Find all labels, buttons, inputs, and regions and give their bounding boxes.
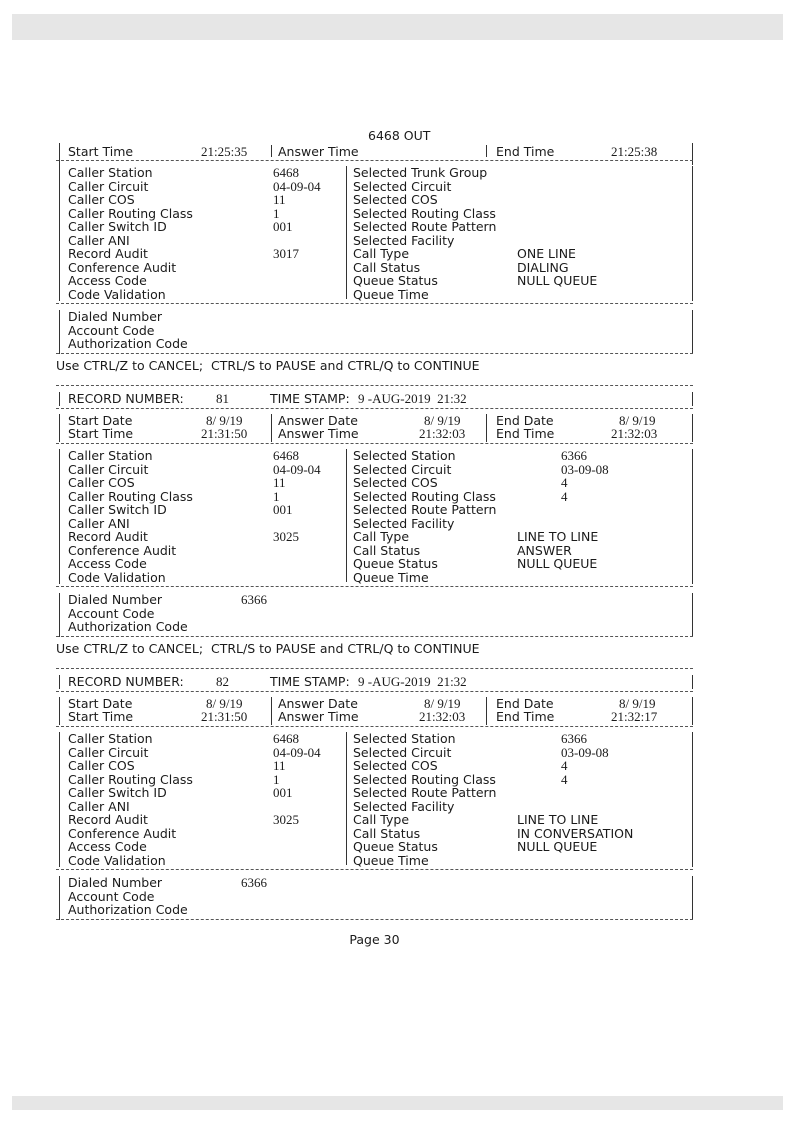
- block0-caller-label: Access Code: [68, 273, 147, 288]
- record-82-selected-label: Selected Facility: [353, 798, 455, 814]
- block0-rule: [56, 160, 693, 161]
- record-82-dialed-label: Dialed Number: [68, 875, 163, 890]
- record-82-rule: [56, 919, 693, 920]
- block0-selected-label: Selected Route Pattern: [353, 219, 497, 234]
- top-scan-band: [12, 14, 783, 40]
- block0-answer-time-label: Answer Time: [278, 144, 359, 159]
- record-81-mid-separator: [346, 449, 347, 582]
- right-border: [692, 143, 693, 165]
- left-border: [59, 732, 60, 867]
- block0-selected-label: Queue Time: [353, 286, 429, 302]
- record-81-selected-label: Queue Status: [353, 556, 438, 571]
- record-82-auth-label: Authorization Code: [68, 902, 188, 917]
- record-82-selected-label: Selected Circuit: [353, 744, 452, 760]
- record-81-start-time-label: Start Time: [68, 426, 134, 441]
- record-81-answer-date: 8/ 9/19: [424, 412, 461, 428]
- record-82-start-date: 8/ 9/19: [206, 695, 243, 711]
- record-82-caller-label: Conference Audit: [68, 825, 177, 841]
- record-82-caller-value: 1: [273, 771, 280, 787]
- record-81-caller-label: Record Audit: [68, 529, 148, 544]
- block0-selected-label: Selected Facility: [353, 232, 455, 248]
- record-82-selected-value: 4: [561, 758, 568, 773]
- record-82-end-date-label: End Date: [496, 695, 554, 711]
- block0-selected-label: Queue Status: [353, 273, 438, 288]
- record-81-selected-label: Queue Time: [353, 569, 429, 585]
- record-82-start-time-label: Start Time: [68, 709, 134, 724]
- block0-caller-label: Code Validation: [68, 286, 166, 302]
- record-81-rule: [56, 636, 693, 637]
- right-border: [692, 392, 693, 406]
- record-81-caller-value: 3025: [273, 529, 299, 544]
- block0-caller-label: Caller Switch ID: [68, 219, 167, 234]
- block0-account-label: Account Code: [68, 322, 155, 338]
- record-82-record-label: RECORD NUMBER:: [68, 673, 184, 689]
- col-separator: [271, 414, 272, 442]
- left-border: [59, 414, 60, 442]
- record-81-selected-value: 6366: [561, 448, 587, 463]
- record-81-answer-time: 21:32:03: [419, 426, 466, 441]
- record-82-selected-value: 4: [561, 771, 568, 787]
- record-82-end-time: 21:32:17: [611, 709, 658, 724]
- col-separator: [486, 145, 487, 157]
- left-border: [59, 675, 60, 689]
- record-82-selected-label: Selected Route Pattern: [353, 785, 497, 800]
- block0-selected-label: Call Type: [353, 246, 410, 261]
- record-82-end-date: 8/ 9/19: [619, 695, 656, 711]
- record-82-selected-label: Queue Time: [353, 852, 429, 868]
- left-border: [59, 697, 60, 725]
- record-81-end-time: 21:32:03: [611, 426, 658, 441]
- record-82-caller-value: 04-09-04: [273, 744, 321, 760]
- block0-caller-label: Caller ANI: [68, 232, 130, 248]
- record-82-record-number: 82: [216, 673, 229, 689]
- col-separator: [486, 414, 487, 442]
- record-82-selected-label: Call Status: [353, 825, 421, 841]
- record-81-end-time-label: End Time: [496, 426, 555, 441]
- record-82-rule: [56, 668, 693, 669]
- left-border: [59, 166, 60, 301]
- record-82-caller-label: Caller COS: [68, 758, 135, 773]
- record-82-selected-label: Queue Status: [353, 839, 438, 854]
- record-82-caller-value: 3025: [273, 812, 299, 827]
- left-border: [59, 449, 60, 584]
- record-82-caller-label: Caller ANI: [68, 798, 130, 814]
- record-81-caller-label: Caller Routing Class: [68, 488, 193, 504]
- record-81-answer-date-label: Answer Date: [278, 412, 358, 428]
- record-81-selected-value: LINE TO LINE: [517, 529, 599, 544]
- record-82-answer-date-label: Answer Date: [278, 695, 358, 711]
- record-81-start-time: 21:31:50: [201, 426, 248, 441]
- right-border: [692, 414, 693, 442]
- left-border: [59, 876, 60, 920]
- record-81-answer-time-label: Answer Time: [278, 426, 359, 441]
- block0-caller-value: 11: [273, 192, 286, 207]
- left-border: [59, 392, 60, 406]
- record-81-rule: [56, 408, 693, 409]
- record-81-end-date: 8/ 9/19: [619, 412, 656, 428]
- right-border: [692, 166, 693, 301]
- record-81-selected-label: Selected Station: [353, 448, 456, 463]
- record-82-selected-value: 6366: [561, 731, 587, 746]
- block0-auth-label: Authorization Code: [68, 336, 188, 351]
- record-81-selected-value: NULL QUEUE: [517, 556, 598, 571]
- record-82-answer-time-label: Answer Time: [278, 709, 359, 724]
- block0-caller-label: Conference Audit: [68, 259, 177, 275]
- bottom-scan-band: [12, 1096, 783, 1110]
- block0-selected-label: Selected COS: [353, 192, 438, 207]
- block0-caller-value: 3017: [273, 246, 299, 261]
- record-82-rule: [56, 726, 693, 727]
- record-82-selected-value: 03-09-08: [561, 744, 609, 760]
- record-82-rule: [56, 691, 693, 692]
- block0-caller-value: 1: [273, 205, 280, 221]
- record-81-caller-value: 6468: [273, 448, 299, 463]
- record-81-caller-label: Caller COS: [68, 475, 135, 490]
- record-81-caller-label: Code Validation: [68, 569, 166, 585]
- record-81-account-label: Account Code: [68, 605, 155, 621]
- record-81-rule: [56, 385, 693, 386]
- block0-start-time-label: Start Time: [68, 144, 134, 159]
- record-82-caller-value: 11: [273, 758, 286, 773]
- record-82-start-time: 21:31:50: [201, 709, 248, 724]
- record-82-selected-value: NULL QUEUE: [517, 839, 598, 854]
- record-82-caller-label: Caller Station: [68, 731, 153, 746]
- record-81-start-date: 8/ 9/19: [206, 412, 243, 428]
- record-81-selected-label: Call Type: [353, 529, 410, 544]
- record-81-record-number: 81: [216, 390, 229, 406]
- record-81-timestamp-label: TIME STAMP:: [270, 390, 350, 406]
- record-81-timestamp: 9 -AUG-2019 21:32: [358, 390, 467, 406]
- block0-selected-label: Selected Circuit: [353, 178, 452, 194]
- record-82-account-label: Account Code: [68, 888, 155, 904]
- record-81-selected-label: Call Status: [353, 542, 421, 558]
- col-separator: [271, 145, 272, 157]
- record-81-selected-label: Selected COS: [353, 475, 438, 490]
- record-81-caller-label: Caller Circuit: [68, 461, 149, 477]
- right-border: [692, 697, 693, 725]
- record-81-caller-value: 1: [273, 488, 280, 504]
- record-81-rule: [56, 443, 693, 444]
- block0-selected-value: DIALING: [517, 259, 569, 275]
- block0-selected-label: Selected Routing Class: [353, 205, 496, 221]
- record-82-caller-label: Access Code: [68, 839, 147, 854]
- record-81-auth-label: Authorization Code: [68, 619, 188, 634]
- record-82-caller-label: Code Validation: [68, 852, 166, 868]
- cancel-instruction: Use CTRL/Z to CANCEL; CTRL/S to PAUSE and CTRL/Q to CONTINUE: [56, 640, 480, 656]
- block0-mid-separator: [346, 166, 347, 299]
- record-81-selected-label: Selected Route Pattern: [353, 502, 497, 517]
- record-82-selected-label: Call Type: [353, 812, 410, 827]
- record-81-selected-value: 03-09-08: [561, 461, 609, 477]
- block0-selected-value: NULL QUEUE: [517, 273, 598, 288]
- record-82-start-date-label: Start Date: [68, 695, 133, 711]
- record-82-selected-value: IN CONVERSATION: [517, 825, 634, 841]
- page-number: Page 30: [349, 931, 400, 947]
- left-border: [59, 310, 60, 354]
- record-81-end-date-label: End Date: [496, 412, 554, 428]
- record-81-selected-value: 4: [561, 475, 568, 490]
- col-separator: [271, 697, 272, 725]
- record-82-caller-value: 001: [273, 785, 293, 800]
- record-81-record-label: RECORD NUMBER:: [68, 390, 184, 406]
- record-81-selected-label: Selected Routing Class: [353, 488, 496, 504]
- block0-end-time-label: End Time: [496, 144, 555, 159]
- record-81-caller-value: 11: [273, 475, 286, 490]
- record-81-caller-label: Caller ANI: [68, 515, 130, 531]
- record-82-selected-label: Selected Station: [353, 731, 456, 746]
- block0-caller-label: Caller Routing Class: [68, 205, 193, 221]
- record-82-caller-value: 6468: [273, 731, 299, 746]
- left-border: [59, 593, 60, 637]
- block0-selected-label: Call Status: [353, 259, 421, 275]
- record-81-start-date-label: Start Date: [68, 412, 133, 428]
- record-81-caller-value: 001: [273, 502, 293, 517]
- block0-caller-value: 001: [273, 219, 293, 234]
- record-82-rule: [56, 869, 693, 870]
- block0-caller-label: Caller COS: [68, 192, 135, 207]
- right-border: [692, 310, 693, 354]
- block0-caller-value: 6468: [273, 165, 299, 180]
- right-border: [692, 732, 693, 867]
- block0-selected-label: Selected Trunk Group: [353, 165, 488, 180]
- block0-rule: [56, 353, 693, 354]
- record-81-selected-value: 4: [561, 488, 568, 504]
- record-82-timestamp: 9 -AUG-2019 21:32: [358, 673, 467, 689]
- record-81-caller-value: 04-09-04: [273, 461, 321, 477]
- block0-dialed-label: Dialed Number: [68, 309, 163, 324]
- col-separator: [486, 697, 487, 725]
- record-82-caller-label: Caller Circuit: [68, 744, 149, 760]
- block0-start-time: 21:25:35: [201, 144, 248, 159]
- record-82-caller-label: Caller Routing Class: [68, 771, 193, 787]
- record-81-caller-label: Caller Switch ID: [68, 502, 167, 517]
- record-81-dialed-label: Dialed Number: [68, 592, 163, 607]
- record-81-caller-label: Conference Audit: [68, 542, 177, 558]
- right-border: [692, 675, 693, 689]
- right-border: [692, 876, 693, 920]
- record-81-dialed-value: 6366: [241, 592, 267, 607]
- record-81-rule: [56, 586, 693, 587]
- block0-rule: [56, 303, 693, 304]
- record-82-end-time-label: End Time: [496, 709, 555, 724]
- block0-heading: 6468 OUT: [368, 128, 431, 143]
- record-82-selected-label: Selected COS: [353, 758, 438, 773]
- record-82-answer-date: 8/ 9/19: [424, 695, 461, 711]
- record-82-selected-label: Selected Routing Class: [353, 771, 496, 787]
- right-border: [692, 593, 693, 637]
- block0-caller-label: Record Audit: [68, 246, 148, 261]
- cancel-instruction: Use CTRL/Z to CANCEL; CTRL/S to PAUSE and CTRL/Q to CONTINUE: [56, 357, 480, 373]
- record-82-dialed-value: 6366: [241, 875, 267, 890]
- record-82-caller-label: Caller Switch ID: [68, 785, 167, 800]
- block0-caller-label: Caller Circuit: [68, 178, 149, 194]
- record-81-selected-label: Selected Circuit: [353, 461, 452, 477]
- record-82-selected-value: LINE TO LINE: [517, 812, 599, 827]
- block0-selected-value: ONE LINE: [517, 246, 576, 261]
- record-82-caller-label: Record Audit: [68, 812, 148, 827]
- record-82-answer-time: 21:32:03: [419, 709, 466, 724]
- record-82-timestamp-label: TIME STAMP:: [270, 673, 350, 689]
- record-81-selected-label: Selected Facility: [353, 515, 455, 531]
- block0-end-time: 21:25:38: [611, 144, 658, 159]
- record-81-selected-value: ANSWER: [517, 542, 572, 558]
- record-81-caller-label: Caller Station: [68, 448, 153, 463]
- right-border: [692, 449, 693, 584]
- block0-caller-label: Caller Station: [68, 165, 153, 180]
- record-82-mid-separator: [346, 732, 347, 865]
- record-81-caller-label: Access Code: [68, 556, 147, 571]
- block0-caller-value: 04-09-04: [273, 178, 321, 194]
